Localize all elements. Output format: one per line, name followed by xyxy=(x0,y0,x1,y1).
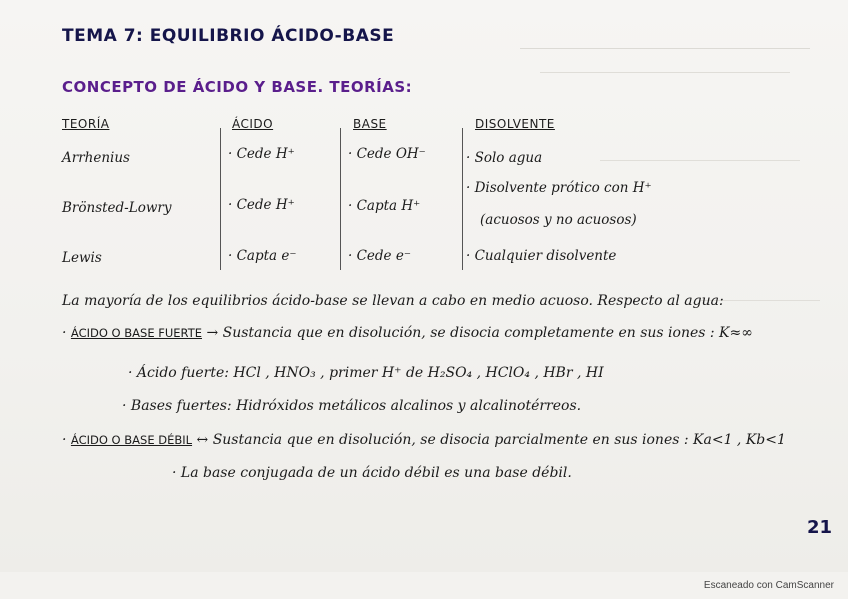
bleed-through-mark xyxy=(600,150,800,161)
bleed-through-mark xyxy=(520,38,810,49)
header-acido: ÁCIDO xyxy=(232,117,274,131)
strong-bases: · Bases fuertes: Hidróxidos metálicos alcalinos y alcalinotérreos. xyxy=(122,398,582,414)
header-disolvente: DISOLVENTE xyxy=(475,117,555,131)
bleed-through-mark xyxy=(540,62,790,73)
weak-note: · La base conjugada de un ácido débil es una base débil. xyxy=(172,465,572,481)
weak-definition: ↔ Sustancia que en disolución, se disocia parcialmente en sus iones : Ka<1 , Kb<1 xyxy=(196,432,786,448)
weak-line: · ÁCIDO O BASE DÉBIL ↔ Sustancia que en disolución, se disocia parcialmente en sus iones : Ka<1 , Kb<1 xyxy=(62,432,786,448)
row-bronsted-disolvente-note: (acuosos y no acuosos) xyxy=(480,212,637,228)
column-divider xyxy=(220,128,221,270)
row-lewis-disolvente: · Cualquier disolvente xyxy=(466,248,617,264)
strong-definition: → Sustancia que en disolución, se disocia completamente en sus iones : K≈∞ xyxy=(206,325,753,341)
row-bronsted-disolvente: · Disolvente prótico con H⁺ xyxy=(466,180,652,196)
row-lewis-base: · Cede e⁻ xyxy=(348,248,411,264)
strong-label: ÁCIDO O BASE FUERTE xyxy=(70,326,202,340)
row-lewis-teoria: Lewis xyxy=(62,250,102,266)
row-arrhenius-disolvente: · Solo agua xyxy=(466,150,543,166)
strong-acids: · Ácido fuerte: HCl , HNO₃ , primer H⁺ de H₂SO₄ , HClO₄ , HBr , HI xyxy=(128,365,604,381)
section-subtitle: CONCEPTO DE ÁCIDO Y BASE. TEORÍAS: xyxy=(62,78,413,96)
row-arrhenius-teoria: Arrhenius xyxy=(62,150,130,166)
row-arrhenius-base: · Cede OH⁻ xyxy=(348,146,426,162)
intro-text: La mayoría de los equilibrios ácido-base se llevan a cabo en medio acuoso. Respecto al agua: xyxy=(62,293,724,309)
row-arrhenius-acido: · Cede H⁺ xyxy=(228,146,295,162)
row-lewis-acido: · Capta e⁻ xyxy=(228,248,297,264)
column-divider xyxy=(462,128,463,270)
strong-line: · ÁCIDO O BASE FUERTE → Sustancia que en disolución, se disocia completamente en sus iones : K≈∞ xyxy=(62,325,753,341)
page-number: 21 xyxy=(806,517,832,538)
header-base: BASE xyxy=(353,117,387,131)
row-bronsted-acido: · Cede H⁺ xyxy=(228,197,295,213)
weak-label: ÁCIDO O BASE DÉBIL xyxy=(70,433,193,447)
row-bronsted-teoria: Brönsted-Lowry xyxy=(62,200,172,216)
row-bronsted-base: · Capta H⁺ xyxy=(348,198,421,214)
scanner-watermark: Escaneado con CamScanner xyxy=(703,580,834,591)
header-teoria: TEORÍA xyxy=(62,117,110,131)
column-divider xyxy=(340,128,341,270)
page-title: TEMA 7: EQUILIBRIO ÁCIDO-BASE xyxy=(62,26,395,46)
